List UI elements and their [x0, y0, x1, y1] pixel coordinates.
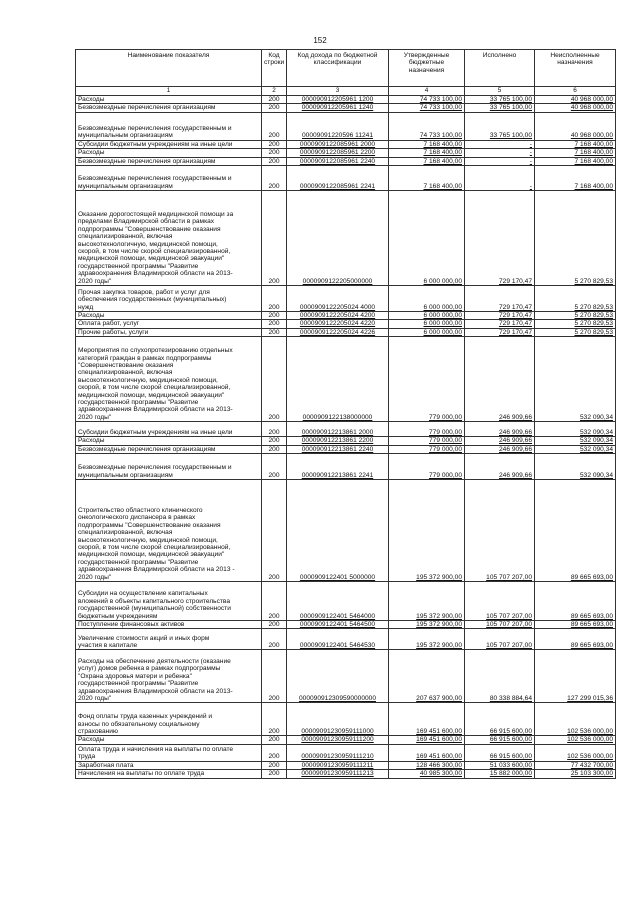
row-line-code: 200: [262, 736, 287, 744]
row-unexecuted: 5 270 829,53: [535, 328, 616, 336]
row-approved: 169 451 600,00: [389, 736, 465, 744]
table-row: [76, 736, 616, 744]
row-line-code: 200: [262, 445, 287, 453]
table-row: [76, 337, 616, 422]
row-classification-code: 00009091230959111211: [287, 761, 389, 769]
row-executed: 15 882 000,00: [465, 770, 535, 778]
row-unexecuted: 5 270 829,53: [535, 312, 616, 320]
row-unexecuted: 89 665 693,00: [535, 629, 616, 650]
row-classification-code: 0000909122401 5464500: [287, 621, 389, 629]
row-approved: 6 000 000,00: [389, 286, 465, 312]
row-executed: 105 707 207,00: [465, 629, 535, 650]
row-line-code: 200: [262, 337, 287, 422]
row-unexecuted: 102 536 000,00: [535, 703, 616, 736]
row-executed: 246 909,66: [465, 445, 535, 453]
row-name: Поступление финансовых активов: [76, 621, 262, 629]
row-executed: 80 338 884,64: [465, 650, 535, 703]
row-executed: -: [465, 149, 535, 157]
row-name: Увеличение стоимости акций и иных форм участия в капитале: [76, 629, 262, 650]
table-row: [76, 582, 616, 621]
row-approved: 195 372 900,00: [389, 629, 465, 650]
row-unexecuted: 5 270 829,53: [535, 191, 616, 286]
row-name: Расходы: [76, 149, 262, 157]
row-executed: 51 033 600,00: [465, 761, 535, 769]
row-approved: 6 000 000,00: [389, 191, 465, 286]
row-line-code: 200: [262, 437, 287, 445]
row-name: Прочая закупка товаров, работ и услуг для обеспечения государственных (муниципальных) нужд: [76, 286, 262, 312]
row-unexecuted: 7 168 400,00: [535, 157, 616, 165]
row-line-code: 200: [262, 650, 287, 703]
row-unexecuted: 40 968 000,00: [535, 112, 616, 140]
row-executed: 66 915 600,00: [465, 744, 535, 761]
header-row: [76, 50, 616, 87]
row-approved: 779 000,00: [389, 445, 465, 453]
table-row: [76, 166, 616, 191]
row-name: Расходы на обеспечение деятельности (оказание услуг) домов ребенка в рамках подпрограммы "Охрана здоровья матери и ребенка" государственной программы "Развитие здравоохранения Владимирской области на 2013- 2020 годы": [76, 650, 262, 703]
table-row: [76, 104, 616, 112]
header-approved: Утвержденные бюджетные назначения: [389, 50, 465, 87]
row-unexecuted: 89 665 693,00: [535, 480, 616, 582]
row-classification-code: 000090912205961 1240: [287, 104, 389, 112]
row-line-code: 200: [262, 140, 287, 148]
row-classification-code: 0000909122205024 4000: [287, 286, 389, 312]
header-unexecuted: Неисполненные назначения: [535, 50, 616, 87]
row-approved: 207 637 900,00: [389, 650, 465, 703]
row-name: Оплата труда и начисления на выплаты по оплате труда: [76, 744, 262, 761]
budget-report-table: [75, 49, 616, 779]
row-classification-code: 00009091220596 11241: [287, 112, 389, 140]
row-unexecuted: 5 270 829,53: [535, 286, 616, 312]
table-row: [76, 744, 616, 761]
row-line-code: 200: [262, 320, 287, 328]
row-approved: 7 168 400,00: [389, 149, 465, 157]
row-name: Оплата работ, услуг: [76, 320, 262, 328]
row-classification-code: 00009091230959111213: [287, 770, 389, 778]
row-name: Безвозмездные перечисления государственным и муниципальным организациям: [76, 112, 262, 140]
table-row: [76, 650, 616, 703]
table-row: [76, 422, 616, 437]
row-approved: 6 000 000,00: [389, 312, 465, 320]
row-line-code: 200: [262, 582, 287, 621]
row-name: Субсидии на осуществление капитальных вложений в объекты капитального строительства государственной (муниципальной) собственности бюджетным учреждениям: [76, 582, 262, 621]
row-executed: 729 170,47: [465, 191, 535, 286]
row-executed: 66 915 600,00: [465, 736, 535, 744]
row-unexecuted: 532 090,34: [535, 454, 616, 480]
row-name: Начисления на выплаты по оплате труда: [76, 770, 262, 778]
table-row: [76, 140, 616, 148]
table-row: [76, 149, 616, 157]
row-line-code: 200: [262, 312, 287, 320]
row-line-code: 200: [262, 454, 287, 480]
row-classification-code: 0000909122205024 4220: [287, 320, 389, 328]
row-name: Безвозмездные перечисления государственным и муниципальным организациям: [76, 166, 262, 191]
row-name: Расходы: [76, 437, 262, 445]
column-number-row: [76, 87, 616, 96]
row-approved: 6 000 000,00: [389, 320, 465, 328]
row-unexecuted: 532 090,34: [535, 337, 616, 422]
row-classification-code: 0000909122205024 4200: [287, 312, 389, 320]
row-name: Заработная плата: [76, 761, 262, 769]
row-approved: 779 000,00: [389, 437, 465, 445]
row-unexecuted: 102 536 000,00: [535, 744, 616, 761]
row-line-code: 200: [262, 703, 287, 736]
row-approved: 169 451 600,00: [389, 703, 465, 736]
row-line-code: 200: [262, 96, 287, 104]
row-executed: 33 765 100,00: [465, 96, 535, 104]
table-row: [76, 454, 616, 480]
row-line-code: 200: [262, 621, 287, 629]
row-unexecuted: 532 090,34: [535, 437, 616, 445]
header-name: Наименование показателя: [76, 50, 262, 87]
row-executed: 246 909,66: [465, 422, 535, 437]
row-executed: 729 170,47: [465, 312, 535, 320]
row-name: Строительство областного клинического онкологического диспансера в рамках подпрограммы "Совершенствование оказания специализированной, включая высокотехнологичную, медицинской помощи, скорой, в том числе скорой специализированной, медицинской помощи, медицинской эвакуации" государственной программы "Развитие здравоохранения Владимирской области на 2013 - 2020 годы": [76, 480, 262, 582]
row-line-code: 200: [262, 761, 287, 769]
table-row: [76, 320, 616, 328]
row-classification-code: 00009091230959111000: [287, 703, 389, 736]
column-number: 3: [287, 87, 389, 96]
row-unexecuted: 7 168 400,00: [535, 140, 616, 148]
row-unexecuted: 77 432 700,00: [535, 761, 616, 769]
row-executed: 105 707 207,00: [465, 582, 535, 621]
row-line-code: 200: [262, 112, 287, 140]
row-approved: 7 168 400,00: [389, 157, 465, 165]
row-unexecuted: 40 968 000,00: [535, 104, 616, 112]
row-approved: 74 733 100,00: [389, 112, 465, 140]
row-line-code: 200: [262, 166, 287, 191]
header-classification: Код дохода по бюджетной классификации: [287, 50, 389, 87]
row-line-code: 200: [262, 770, 287, 778]
row-line-code: 200: [262, 157, 287, 165]
row-name: Безвозмездные перечисления государственным и муниципальным организациям: [76, 454, 262, 480]
column-number: 6: [535, 87, 616, 96]
row-classification-code: 0000909122401 5464000: [287, 582, 389, 621]
row-line-code: 200: [262, 286, 287, 312]
table-row: [76, 286, 616, 312]
row-name: Расходы: [76, 736, 262, 744]
row-approved: 195 372 900,00: [389, 621, 465, 629]
row-executed: 246 909,66: [465, 454, 535, 480]
row-line-code: 200: [262, 629, 287, 650]
row-classification-code: 00009091230959111200: [287, 736, 389, 744]
row-approved: 128 466 300,00: [389, 761, 465, 769]
row-classification-code: 0000909122401 5000000: [287, 480, 389, 582]
row-unexecuted: 40 968 000,00: [535, 96, 616, 104]
row-line-code: 200: [262, 422, 287, 437]
row-classification-code: 000090912309590000000: [287, 650, 389, 703]
table-row: [76, 157, 616, 165]
row-classification-code: 000090912213861 2000: [287, 422, 389, 437]
row-name: Субсидии бюджетным учреждениям на иные цели: [76, 422, 262, 437]
row-executed: 33 765 100,00: [465, 112, 535, 140]
row-name: Расходы: [76, 312, 262, 320]
row-executed: 105 707 207,00: [465, 480, 535, 582]
row-executed: -: [465, 140, 535, 148]
row-line-code: 200: [262, 480, 287, 582]
row-approved: 195 372 900,00: [389, 582, 465, 621]
row-unexecuted: 25 103 300,00: [535, 770, 616, 778]
row-executed: 33 765 100,00: [465, 104, 535, 112]
row-approved: 7 168 400,00: [389, 166, 465, 191]
column-number: 1: [76, 87, 262, 96]
table-row: [76, 480, 616, 582]
row-classification-code: 000090912205961 1200: [287, 96, 389, 104]
row-unexecuted: 89 665 693,00: [535, 621, 616, 629]
row-name: Мероприятия по слухопротезированию отдельных категорий граждан в рамках подпрограммы "Совершенствование оказания специализированной, включая высокотехнологичную, медицинской помощи, скорой, в том числе скорой специализированной, медицинской помощи, медицинской эвакуации" государственной программы "Развитие здравоохранения Владимирской области на 2013- 2020 годы": [76, 337, 262, 422]
row-line-code: 200: [262, 744, 287, 761]
row-executed: 246 909,66: [465, 437, 535, 445]
row-executed: 246 909,66: [465, 337, 535, 422]
table-row: [76, 761, 616, 769]
row-unexecuted: 532 090,34: [535, 422, 616, 437]
table-row: [76, 112, 616, 140]
table-row: [76, 312, 616, 320]
table-row: [76, 703, 616, 736]
row-approved: 195 372 900,00: [389, 480, 465, 582]
table-body: [76, 96, 616, 779]
row-classification-code: 00009091230959111210: [287, 744, 389, 761]
row-name: Прочие работы, услуги: [76, 328, 262, 336]
row-classification-code: 0000909122085961 2200: [287, 149, 389, 157]
row-line-code: 200: [262, 104, 287, 112]
column-number: 5: [465, 87, 535, 96]
row-approved: 779 000,00: [389, 422, 465, 437]
row-name: Расходы: [76, 96, 262, 104]
page-number: 152: [313, 36, 327, 45]
row-classification-code: 0000909122085961 2000: [287, 140, 389, 148]
row-name: Безвозмездные перечисления организациям: [76, 157, 262, 165]
table-row: [76, 328, 616, 336]
row-approved: 169 451 600,00: [389, 744, 465, 761]
row-classification-code: 000090912213861 2241: [287, 454, 389, 480]
header-code: Код строки: [262, 50, 287, 87]
row-unexecuted: 89 665 693,00: [535, 582, 616, 621]
row-classification-code: 000090912213861 2200: [287, 437, 389, 445]
table-row: [76, 437, 616, 445]
row-approved: 74 733 100,00: [389, 96, 465, 104]
row-name: Фонд оплаты труда казенных учреждений и взносы по обязательному социальному страхованию: [76, 703, 262, 736]
row-name: Безвозмездные перечисления организациям: [76, 104, 262, 112]
row-approved: 40 985 300,00: [389, 770, 465, 778]
row-line-code: 200: [262, 149, 287, 157]
row-unexecuted: 532 090,34: [535, 445, 616, 453]
row-classification-code: 0000909122401 5464530: [287, 629, 389, 650]
row-executed: 66 915 600,00: [465, 703, 535, 736]
table-row: [76, 96, 616, 104]
row-approved: 779 000,00: [389, 337, 465, 422]
row-executed: 729 170,47: [465, 320, 535, 328]
row-classification-code: 0000909122205000000: [287, 191, 389, 286]
row-approved: 7 168 400,00: [389, 140, 465, 148]
row-unexecuted: 7 168 400,00: [535, 149, 616, 157]
row-classification-code: 0000909122085961 2240: [287, 157, 389, 165]
row-executed: -: [465, 166, 535, 191]
table-row: [76, 629, 616, 650]
row-approved: 74 733 100,00: [389, 104, 465, 112]
row-line-code: 200: [262, 328, 287, 336]
column-number: 4: [389, 87, 465, 96]
row-classification-code: 0000909122085961 2241: [287, 166, 389, 191]
row-classification-code: 000090912213861 2240: [287, 445, 389, 453]
row-unexecuted: 127 299 015,36: [535, 650, 616, 703]
row-approved: 6 000 000,00: [389, 328, 465, 336]
row-executed: 105 707 207,00: [465, 621, 535, 629]
row-classification-code: 0000909122205024 4226: [287, 328, 389, 336]
table-row: [76, 770, 616, 778]
row-name: Безвозмездные перечисления организациям: [76, 445, 262, 453]
row-executed: 729 170,47: [465, 286, 535, 312]
row-approved: 779 000,00: [389, 454, 465, 480]
table-row: [76, 445, 616, 453]
row-classification-code: 0000909122138000000: [287, 337, 389, 422]
row-executed: -: [465, 157, 535, 165]
table-row: [76, 191, 616, 286]
row-name: Оказание дорогостоящей медицинской помощи за пределами Владимирской области в рамках подпрограммы "Совершенствование оказания специализированной, включая высокотехнологичную, медицинской помощи, скорой, в том числе скорой специализированной, медицинской помощи, медицинской эвакуации" государственной программы "Развитие здравоохранения Владимирской области на 2013- 2020 годы": [76, 191, 262, 286]
row-line-code: 200: [262, 191, 287, 286]
row-name: Субсидии бюджетным учреждениям на иные цели: [76, 140, 262, 148]
row-unexecuted: 102 536 000,00: [535, 736, 616, 744]
row-executed: 729 170,47: [465, 328, 535, 336]
column-number: 2: [262, 87, 287, 96]
row-unexecuted: 7 168 400,00: [535, 166, 616, 191]
table-row: [76, 621, 616, 629]
row-unexecuted: 5 270 829,53: [535, 320, 616, 328]
header-executed: Исполнено: [465, 50, 535, 87]
